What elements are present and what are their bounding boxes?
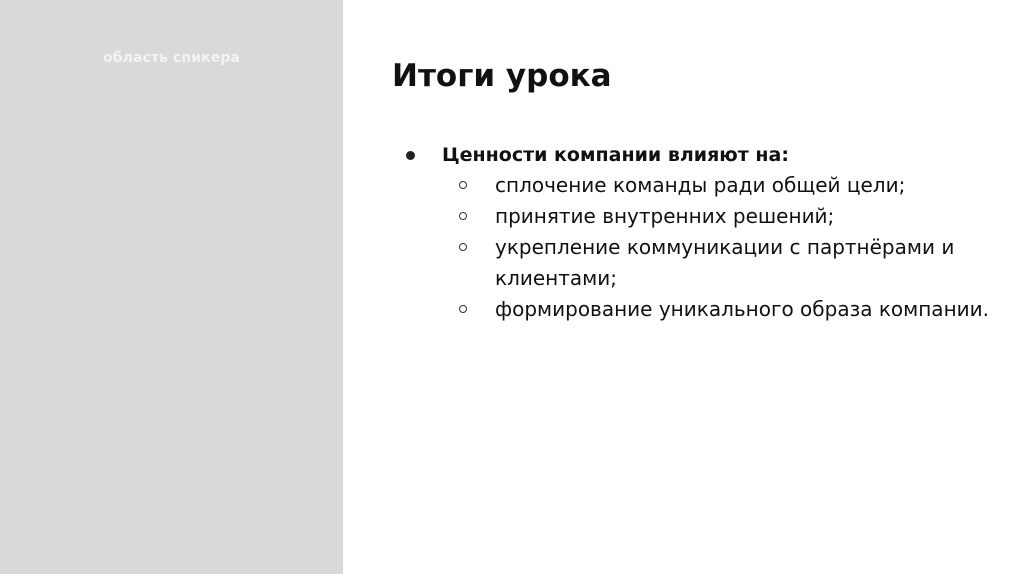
- sub-bullet-item: [404, 294, 1004, 325]
- bullet-item: [404, 140, 1004, 170]
- sub-bullet-list: [404, 170, 1004, 325]
- sub-bullet-item: [404, 170, 1004, 201]
- sub-bullet-item: [404, 201, 1004, 232]
- sub-bullet-text: сплочение команды ради общей цели;: [495, 173, 906, 197]
- hollow-bullet-icon: [459, 243, 467, 251]
- speaker-area-label: область спикера: [103, 50, 240, 66]
- slide-content: [404, 140, 1004, 325]
- hollow-bullet-icon: [459, 181, 467, 189]
- sub-bullet-text: принятие внутренних решений;: [495, 204, 835, 228]
- hollow-bullet-icon: [459, 305, 467, 313]
- slide-title: Итоги урока: [392, 58, 612, 94]
- sub-bullet-text: укрепление коммуникации с партнёрами и клиентами;: [495, 235, 955, 290]
- speaker-area: [0, 0, 343, 574]
- sub-bullet-text: формирование уникального образа компании.: [495, 297, 989, 321]
- filled-bullet-icon: [406, 151, 415, 160]
- sub-bullet-item: [404, 232, 1004, 294]
- bullet-text: Ценности компании влияют на:: [442, 144, 789, 166]
- hollow-bullet-icon: [459, 212, 467, 220]
